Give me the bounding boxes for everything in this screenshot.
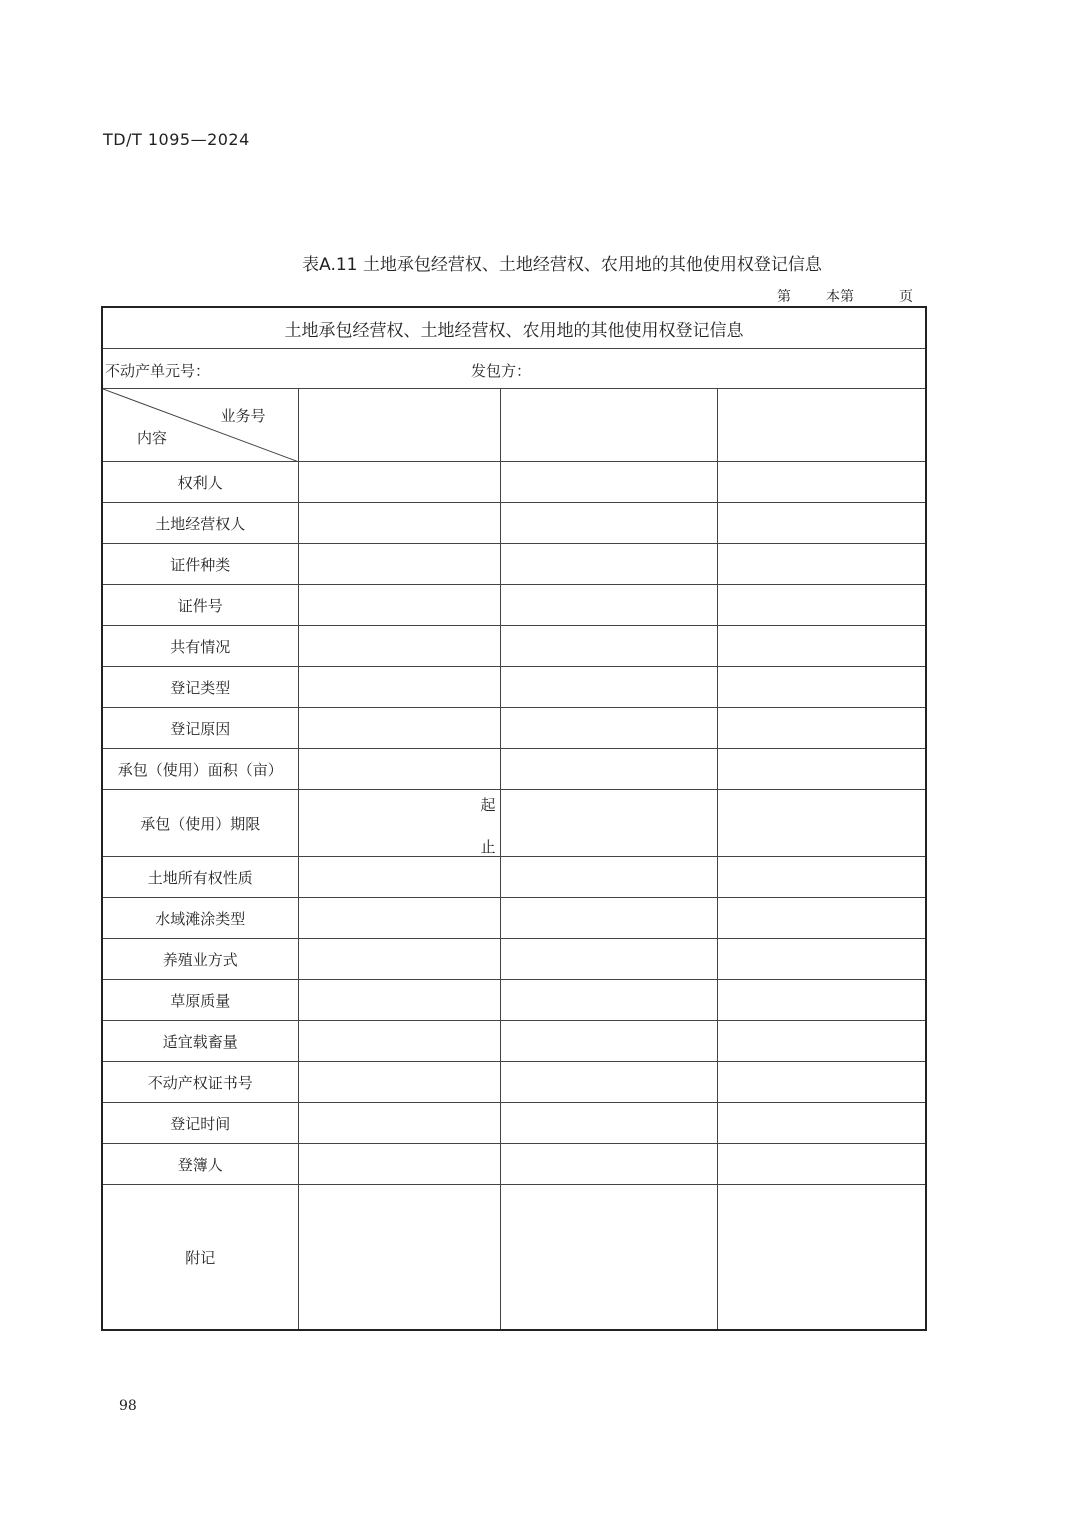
entry-cell[interactable] bbox=[500, 1185, 717, 1331]
entry-cell[interactable] bbox=[717, 1021, 926, 1062]
page-ref-part3: 页 bbox=[899, 289, 913, 305]
table-title: 土地承包经营权、土地经营权、农用地的其他使用权登记信息 bbox=[102, 307, 926, 349]
page-number: 98 bbox=[119, 1398, 137, 1414]
row-label: 承包（使用）面积（亩） bbox=[102, 749, 298, 790]
table-row bbox=[102, 708, 926, 749]
entry-cell[interactable] bbox=[717, 939, 926, 980]
table-row bbox=[102, 667, 926, 708]
entry-cell[interactable] bbox=[717, 790, 926, 857]
row-label: 不动产权证书号 bbox=[102, 1062, 298, 1103]
table-row bbox=[102, 462, 926, 503]
entry-cell[interactable] bbox=[298, 898, 500, 939]
row-label: 证件种类 bbox=[102, 544, 298, 585]
document-code: TD/T 1095—2024 bbox=[103, 130, 250, 149]
unit-number-label: 不动产单元号： bbox=[105, 362, 211, 380]
diagonal-header-cell bbox=[102, 389, 298, 462]
term-start-label: 起 bbox=[480, 796, 496, 814]
entry-cell[interactable] bbox=[298, 544, 500, 585]
entry-cell[interactable] bbox=[298, 1062, 500, 1103]
contractor-label: 发包方： bbox=[471, 362, 532, 380]
entry-cell[interactable] bbox=[500, 462, 717, 503]
page-ref-part1: 第 bbox=[777, 289, 791, 305]
entry-cell[interactable] bbox=[500, 939, 717, 980]
business-column-2[interactable] bbox=[500, 389, 717, 462]
table-row-remark bbox=[102, 1185, 926, 1331]
table-caption: 表A.11 土地承包经营权、土地经营权、农用地的其他使用权登记信息 bbox=[302, 255, 822, 275]
entry-cell[interactable] bbox=[500, 626, 717, 667]
entry-cell[interactable] bbox=[717, 980, 926, 1021]
entry-cell[interactable] bbox=[500, 1062, 717, 1103]
entry-cell[interactable] bbox=[298, 939, 500, 980]
entry-cell[interactable] bbox=[717, 1144, 926, 1185]
business-number-header: 业务号 bbox=[220, 407, 266, 425]
entry-cell[interactable] bbox=[500, 544, 717, 585]
row-label: 证件号 bbox=[102, 585, 298, 626]
entry-cell[interactable] bbox=[500, 708, 717, 749]
entry-cell[interactable] bbox=[717, 1103, 926, 1144]
entry-cell[interactable] bbox=[500, 1103, 717, 1144]
entry-cell[interactable] bbox=[500, 1021, 717, 1062]
entry-cell[interactable] bbox=[298, 667, 500, 708]
entry-cell[interactable] bbox=[717, 462, 926, 503]
table-row bbox=[102, 1062, 926, 1103]
table-row bbox=[102, 626, 926, 667]
term-entry-cell[interactable] bbox=[298, 790, 500, 857]
entry-cell[interactable] bbox=[298, 503, 500, 544]
table-row bbox=[102, 939, 926, 980]
row-label: 权利人 bbox=[102, 462, 298, 503]
table-row bbox=[102, 857, 926, 898]
entry-cell[interactable] bbox=[298, 1103, 500, 1144]
row-label: 水域滩涂类型 bbox=[102, 898, 298, 939]
content-header: 内容 bbox=[137, 429, 168, 447]
entry-cell[interactable] bbox=[298, 462, 500, 503]
row-label: 登记时间 bbox=[102, 1103, 298, 1144]
entry-cell[interactable] bbox=[717, 585, 926, 626]
entry-cell[interactable] bbox=[717, 626, 926, 667]
entry-cell[interactable] bbox=[298, 708, 500, 749]
entry-cell[interactable] bbox=[298, 857, 500, 898]
meta-row bbox=[102, 349, 926, 389]
entry-cell[interactable] bbox=[500, 898, 717, 939]
table-row bbox=[102, 544, 926, 585]
entry-cell[interactable] bbox=[717, 503, 926, 544]
entry-cell[interactable] bbox=[500, 790, 717, 857]
entry-cell[interactable] bbox=[298, 1144, 500, 1185]
entry-cell[interactable] bbox=[717, 749, 926, 790]
entry-cell[interactable] bbox=[298, 1185, 500, 1331]
row-label: 土地经营权人 bbox=[102, 503, 298, 544]
entry-cell[interactable] bbox=[500, 1144, 717, 1185]
table-row bbox=[102, 1103, 926, 1144]
table-row bbox=[102, 749, 926, 790]
business-column-3[interactable] bbox=[717, 389, 926, 462]
row-label: 承包（使用）期限 bbox=[102, 790, 298, 857]
term-end-label: 止 bbox=[480, 838, 496, 856]
registration-table bbox=[101, 306, 927, 1331]
business-column-1[interactable] bbox=[298, 389, 500, 462]
row-label: 登记类型 bbox=[102, 667, 298, 708]
row-label: 草原质量 bbox=[102, 980, 298, 1021]
table-row bbox=[102, 1144, 926, 1185]
row-label: 土地所有权性质 bbox=[102, 857, 298, 898]
entry-cell[interactable] bbox=[717, 708, 926, 749]
entry-cell[interactable] bbox=[500, 749, 717, 790]
table-row-term bbox=[102, 790, 926, 857]
row-label: 登记原因 bbox=[102, 708, 298, 749]
entry-cell[interactable] bbox=[717, 1062, 926, 1103]
row-label: 养殖业方式 bbox=[102, 939, 298, 980]
entry-cell[interactable] bbox=[500, 585, 717, 626]
entry-cell[interactable] bbox=[500, 980, 717, 1021]
entry-cell[interactable] bbox=[298, 585, 500, 626]
entry-cell[interactable] bbox=[717, 857, 926, 898]
page-ref-part2: 本第 bbox=[826, 289, 854, 305]
row-label: 共有情况 bbox=[102, 626, 298, 667]
entry-cell[interactable] bbox=[500, 857, 717, 898]
entry-cell[interactable] bbox=[717, 1185, 926, 1331]
table-row bbox=[102, 503, 926, 544]
entry-cell[interactable] bbox=[500, 667, 717, 708]
table-row bbox=[102, 898, 926, 939]
table-row bbox=[102, 980, 926, 1021]
diagonal-divider bbox=[103, 389, 299, 462]
row-label: 附记 bbox=[102, 1185, 298, 1331]
entry-cell[interactable] bbox=[298, 1021, 500, 1062]
table-row bbox=[102, 585, 926, 626]
table-row bbox=[102, 1021, 926, 1062]
entry-cell[interactable] bbox=[298, 980, 500, 1021]
row-label: 适宜载畜量 bbox=[102, 1021, 298, 1062]
entry-cell[interactable] bbox=[717, 544, 926, 585]
entry-cell[interactable] bbox=[717, 667, 926, 708]
entry-cell[interactable] bbox=[298, 749, 500, 790]
entry-cell[interactable] bbox=[717, 898, 926, 939]
entry-cell[interactable] bbox=[500, 503, 717, 544]
entry-cell[interactable] bbox=[298, 626, 500, 667]
row-label: 登簿人 bbox=[102, 1144, 298, 1185]
